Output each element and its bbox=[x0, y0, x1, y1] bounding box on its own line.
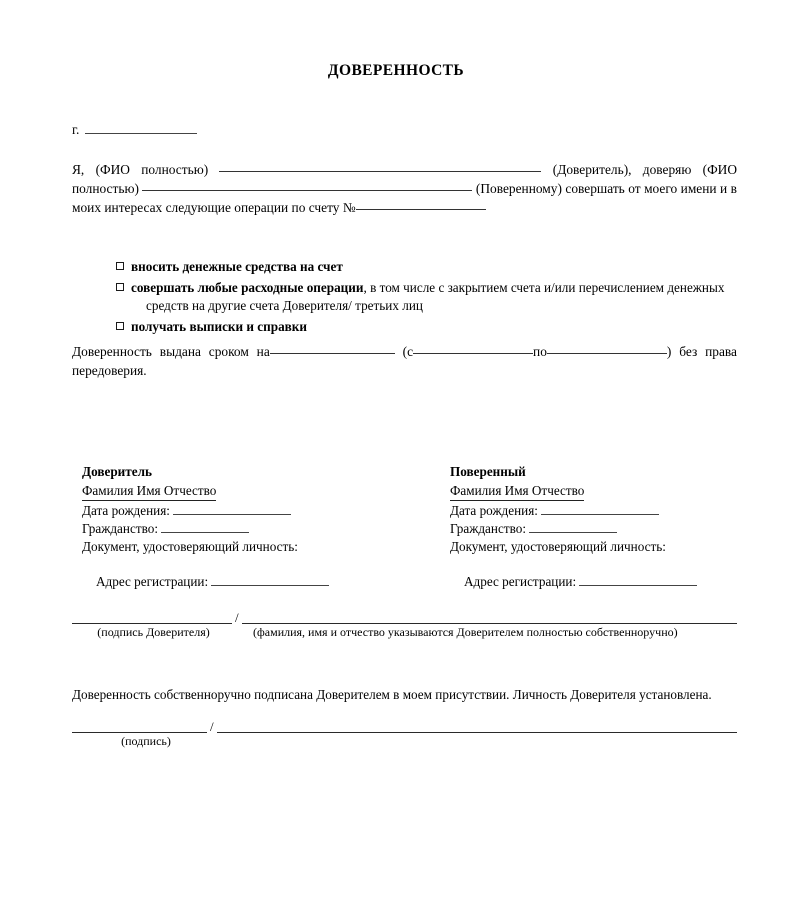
city-blank-field[interactable] bbox=[85, 121, 197, 134]
term-duration-blank-field[interactable] bbox=[270, 353, 395, 354]
principal-fullname-blank-field[interactable] bbox=[242, 610, 737, 624]
term-suffix-text: ) без права передоверия. bbox=[72, 344, 737, 378]
attorney-id-label: Документ, удостоверяющий личность: bbox=[450, 539, 666, 554]
witness-fullname-blank-field[interactable] bbox=[217, 719, 737, 733]
attorney-address-row bbox=[450, 573, 742, 591]
list-item[interactable] bbox=[116, 258, 738, 277]
page-title: ДОВЕРЕННОСТЬ bbox=[327, 62, 465, 79]
attorney-name-placeholder: Фамилия Имя Отчество bbox=[450, 482, 584, 501]
attorney-role-text: (Поверенному) совершать от моего имени и в моих интересах следующие операции по счету № bbox=[72, 181, 737, 215]
attorney-column bbox=[450, 463, 742, 591]
principal-address-label: Адрес регистрации: bbox=[96, 574, 209, 589]
principal-role-text: (Доверитель), доверяю (ФИО полностью) bbox=[72, 162, 738, 196]
principal-signature-blank-field[interactable] bbox=[72, 610, 232, 624]
list-item[interactable] bbox=[116, 318, 738, 337]
attorney-citizenship-blank-field[interactable] bbox=[529, 520, 617, 533]
attorney-name-blank-field[interactable] bbox=[142, 190, 472, 191]
principal-name-blank-field[interactable] bbox=[219, 171, 541, 172]
witness-signature-block bbox=[72, 717, 737, 749]
principal-address-blank-field[interactable] bbox=[211, 573, 329, 586]
principal-citizenship-row bbox=[82, 520, 450, 538]
attorney-birth-blank-field[interactable] bbox=[541, 502, 659, 515]
principal-birth-row bbox=[82, 502, 450, 520]
list-item[interactable] bbox=[116, 279, 738, 316]
principal-birth-blank-field[interactable] bbox=[173, 502, 291, 515]
term-to-label: по bbox=[533, 344, 547, 359]
principal-citizenship-label: Гражданство: bbox=[82, 521, 158, 536]
signature-separator: / bbox=[235, 610, 239, 625]
operation-bold-text: вносить денежные средства на счет bbox=[131, 259, 343, 274]
term-to-blank-field[interactable] bbox=[547, 353, 667, 354]
attorney-title: Поверенный bbox=[450, 464, 526, 479]
principal-birth-label: Дата рождения: bbox=[82, 503, 170, 518]
account-number-blank-field[interactable] bbox=[356, 209, 486, 210]
term-paragraph bbox=[72, 342, 737, 380]
attorney-address-blank-field[interactable] bbox=[579, 573, 697, 586]
principal-signature-block bbox=[72, 608, 737, 640]
principal-name-placeholder: Фамилия Имя Отчество bbox=[82, 482, 216, 501]
city-line bbox=[72, 121, 197, 138]
principal-title: Доверитель bbox=[82, 464, 152, 479]
principal-signature-captions bbox=[72, 625, 737, 640]
term-from-label: (с bbox=[402, 344, 414, 359]
operation-bold-text: получать выписки и справки bbox=[131, 318, 308, 334]
principal-citizenship-blank-field[interactable] bbox=[161, 520, 249, 533]
operations-checklist bbox=[116, 258, 738, 338]
attorney-birth-row bbox=[450, 502, 742, 520]
checkbox-icon[interactable] bbox=[116, 322, 124, 330]
attorney-address-label: Адрес регистрации: bbox=[464, 574, 577, 589]
principal-id-label: Документ, удостоверяющий личность: bbox=[82, 539, 298, 554]
operation-rest-text: , в том числе с закрытием счета и/или перечислением денежных bbox=[363, 279, 725, 295]
witness-signature-caption: (подпись) bbox=[121, 734, 171, 748]
witness-signature-captions bbox=[72, 734, 737, 749]
term-from-blank-field[interactable] bbox=[413, 353, 533, 354]
principal-column bbox=[82, 463, 450, 591]
witness-signature-rule-row bbox=[72, 717, 737, 733]
city-label: г. bbox=[72, 122, 80, 137]
principal-signature-rule-row bbox=[72, 608, 737, 624]
attorney-citizenship-row bbox=[450, 520, 742, 538]
term-label: Доверенность выдана сроком на bbox=[72, 344, 270, 359]
operation-continuation-text: средств на другие счета Доверителя/ третьих лиц bbox=[146, 298, 423, 313]
witness-signature-separator: / bbox=[210, 719, 214, 734]
principal-name-label: Я, (ФИО полностью) bbox=[72, 162, 209, 177]
witness-signature-blank-field[interactable] bbox=[72, 719, 207, 733]
principal-fullname-caption: (фамилия, имя и отчество указываются Доверителем полностью собственноручно) bbox=[253, 625, 678, 639]
checkbox-icon[interactable] bbox=[116, 262, 124, 270]
grant-paragraph bbox=[72, 160, 737, 217]
witness-statement: Доверенность собственноручно подписана Доверителем в моем присутствии. Личность Доверителя установлена. bbox=[72, 687, 712, 702]
operation-bold-text: совершать любые расходные операции bbox=[131, 279, 364, 295]
parties-section bbox=[82, 463, 742, 591]
principal-address-row bbox=[82, 573, 450, 591]
attorney-citizenship-label: Гражданство: bbox=[450, 521, 526, 536]
principal-signature-caption: (подпись Доверителя) bbox=[97, 625, 210, 639]
attorney-birth-label: Дата рождения: bbox=[450, 503, 538, 518]
checkbox-icon[interactable] bbox=[116, 283, 124, 291]
